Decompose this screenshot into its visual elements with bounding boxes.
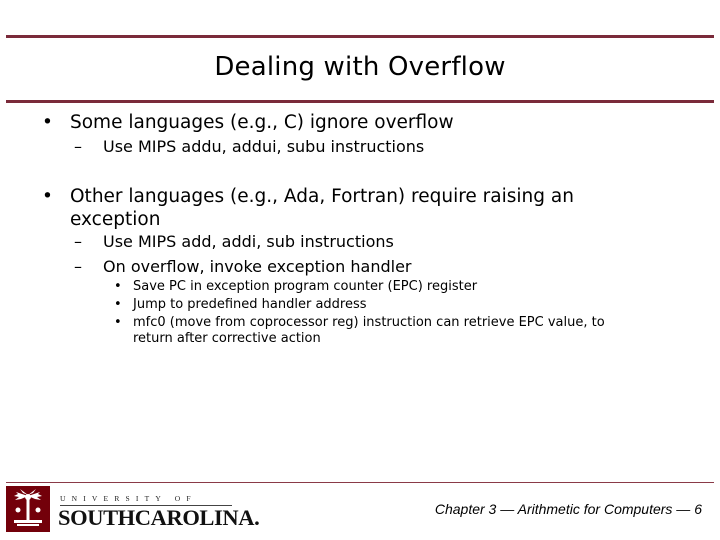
bullet-2-sub-1-text: Use MIPS add, addi, sub instructions [103,232,394,251]
sub-bullet-mfc0-text-line2: return after corrective action [133,331,321,346]
sub-bullet-epc [114,279,663,295]
sub-bullet-mfc0 [114,315,663,347]
sub-bullet-jump [114,297,663,313]
south-carolina-wordmark: SOUTHCAROLINA. [58,505,260,530]
dot-glyph: • [114,279,122,294]
sub-bullet-mfc0-text-line1: mfc0 (move from coprocessor reg) instruction can retrieve EPC value, to [133,315,605,330]
dot-glyph: • [114,315,122,330]
palmetto-seal-icon [6,486,50,532]
sub-bullet-epc-text: Save PC in exception program counter (EPC) register [133,279,478,294]
dash-glyph: – [74,137,82,156]
rule-top [6,35,714,38]
footer-chapter-text: Chapter 3 — Arithmetic for Computers — 6 [434,501,702,517]
rule-title-separator [6,100,714,103]
bullet-1-sub-1-text: Use MIPS addu, addui, subu instructions [103,137,425,156]
university-of-text: UNIVERSITY OF [60,494,197,503]
bullet-2-sub-1 [74,232,394,252]
bullet-1 [42,111,454,134]
bullet-glyph: • [42,186,53,207]
slide-title: Dealing with Overflow [214,52,506,82]
bullet-glyph: • [42,112,53,133]
rule-footer [6,482,714,483]
bullet-2-text-line2: exception [70,209,161,230]
bullet-1-text: Some languages (e.g., C) ignore overflow [70,112,454,133]
sub-bullet-jump-text: Jump to predefined handler address [133,297,367,312]
dash-glyph: – [74,232,82,251]
bullet-2-sub-2-text: On overflow, invoke exception handler [103,257,412,276]
bullet-2 [42,185,574,231]
bullet-2-text-line1: Other languages (e.g., Ada, Fortran) require raising an [70,186,574,207]
bullet-2-sub-2 [74,257,412,277]
dot-glyph: • [114,297,122,312]
university-logo [6,486,260,534]
bullet-1-sub-1 [74,137,425,157]
dash-glyph: – [74,257,82,276]
